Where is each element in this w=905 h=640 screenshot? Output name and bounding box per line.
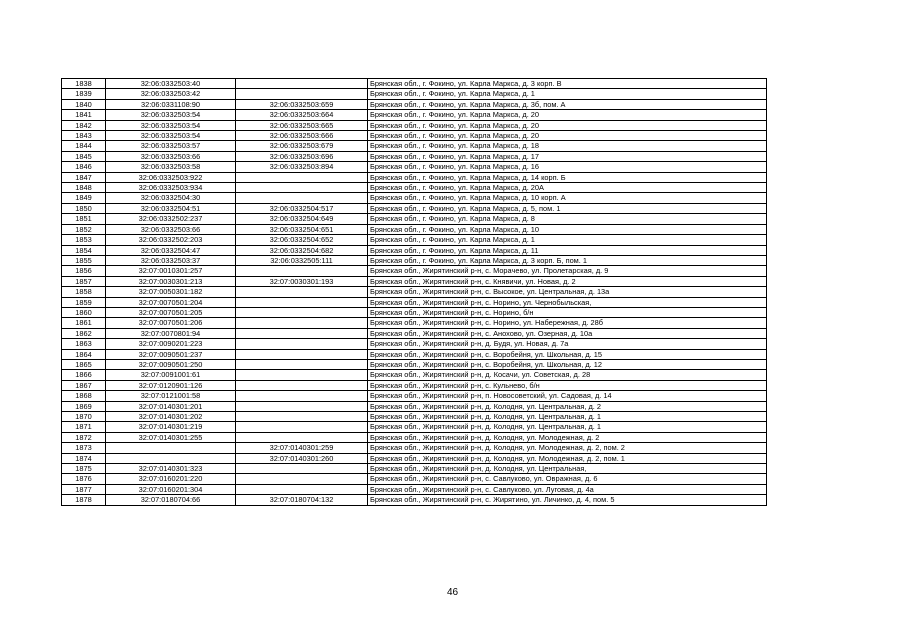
row-number-cell: 1869 — [62, 401, 106, 411]
cadastral-number-cell: 32:07:0140301:219 — [106, 422, 236, 432]
row-number-cell: 1845 — [62, 151, 106, 161]
linked-cadastral-number-cell — [236, 172, 368, 182]
linked-cadastral-number-cell: 32:06:0332503:894 — [236, 162, 368, 172]
table-row — [62, 432, 767, 442]
row-number-cell: 1857 — [62, 276, 106, 286]
row-number-cell: 1850 — [62, 203, 106, 213]
table-row — [62, 276, 767, 286]
table-row — [62, 183, 767, 193]
linked-cadastral-number-cell — [236, 370, 368, 380]
address-cell: Брянская обл., Жирятинский р-н, п. Новосоветский, ул. Садовая, д. 14 — [368, 391, 767, 401]
address-cell: Брянская обл., Жирятинский р-н, д. Колодня, ул. Молодежная, д. 2, пом. 2 — [368, 443, 767, 453]
table-row — [62, 380, 767, 390]
table-row — [62, 255, 767, 265]
cadastral-number-cell: 32:07:0070501:204 — [106, 297, 236, 307]
table-row — [62, 412, 767, 422]
cadastral-number-cell: 32:06:0332503:922 — [106, 172, 236, 182]
row-number-cell: 1853 — [62, 235, 106, 245]
linked-cadastral-number-cell — [236, 422, 368, 432]
address-cell: Брянская обл., Жирятинский р-н, д. Косачи, ул. Советская, д. 28 — [368, 370, 767, 380]
table-row — [62, 349, 767, 359]
linked-cadastral-number-cell: 32:06:0332505:111 — [236, 255, 368, 265]
row-number-cell: 1856 — [62, 266, 106, 276]
linked-cadastral-number-cell: 32:07:0030301:193 — [236, 276, 368, 286]
cadastral-number-cell: 32:07:0090201:223 — [106, 339, 236, 349]
row-number-cell: 1859 — [62, 297, 106, 307]
row-number-cell: 1855 — [62, 255, 106, 265]
linked-cadastral-number-cell — [236, 307, 368, 317]
linked-cadastral-number-cell — [236, 193, 368, 203]
cadastral-number-cell: 32:06:0332503:54 — [106, 120, 236, 130]
address-cell: Брянская обл., г. Фокино, ул. Карла Маркса, д. 3 корп. В — [368, 79, 767, 89]
table-row — [62, 266, 767, 276]
registry-table — [61, 78, 767, 506]
row-number-cell: 1861 — [62, 318, 106, 328]
row-number-cell: 1867 — [62, 380, 106, 390]
address-cell: Брянская обл., Жирятинский р-н, с. Кульнево, б/н — [368, 380, 767, 390]
cadastral-number-cell: 32:07:0030301:213 — [106, 276, 236, 286]
cadastral-number-cell: 32:06:0332503:37 — [106, 255, 236, 265]
cadastral-number-cell: 32:06:0332502:203 — [106, 235, 236, 245]
linked-cadastral-number-cell — [236, 79, 368, 89]
address-cell: Брянская обл., г. Фокино, ул. Карла Маркса, д. 1 — [368, 235, 767, 245]
cadastral-number-cell: 32:06:0332503:58 — [106, 162, 236, 172]
linked-cadastral-number-cell: 32:07:0140301:259 — [236, 443, 368, 453]
address-cell: Брянская обл., Жирятинский р-н, с. Жирятино, ул. Личинко, д. 4, пом. 5 — [368, 495, 767, 505]
cadastral-number-cell: 32:06:0332503:66 — [106, 151, 236, 161]
cadastral-number-cell: 32:07:0090501:237 — [106, 349, 236, 359]
table-row — [62, 328, 767, 338]
cadastral-number-cell: 32:07:0050301:182 — [106, 287, 236, 297]
address-cell: Брянская обл., г. Фокино, ул. Карла Маркса, д. 20А — [368, 183, 767, 193]
linked-cadastral-number-cell — [236, 412, 368, 422]
table-row — [62, 297, 767, 307]
cadastral-number-cell: 32:07:0070501:205 — [106, 307, 236, 317]
linked-cadastral-number-cell — [236, 339, 368, 349]
linked-cadastral-number-cell — [236, 380, 368, 390]
table-row — [62, 141, 767, 151]
address-cell: Брянская обл., Жирятинский р-н, д. Колодня, ул. Молодежная, д. 2, пом. 1 — [368, 453, 767, 463]
table-row — [62, 99, 767, 109]
address-cell: Брянская обл., Жирятинский р-н, д. Колодня, ул. Центральная, д. 1 — [368, 422, 767, 432]
address-cell: Брянская обл., Жирятинский р-н, с. Анохово, ул. Озерная, д. 10а — [368, 328, 767, 338]
cadastral-number-cell: 32:07:0160201:220 — [106, 474, 236, 484]
row-number-cell: 1846 — [62, 162, 106, 172]
cadastral-number-cell: 32:06:0332504:47 — [106, 245, 236, 255]
linked-cadastral-number-cell: 32:06:0332503:679 — [236, 141, 368, 151]
table-row — [62, 235, 767, 245]
row-number-cell: 1864 — [62, 349, 106, 359]
address-cell: Брянская обл., г. Фокино, ул. Карла Маркса, д. 8 — [368, 214, 767, 224]
table-row — [62, 307, 767, 317]
table-row — [62, 151, 767, 161]
cadastral-number-cell — [106, 453, 236, 463]
row-number-cell: 1858 — [62, 287, 106, 297]
cadastral-number-cell: 32:06:0331108:90 — [106, 99, 236, 109]
address-cell: Брянская обл., Жирятинский р-н, с. Воробейня, ул. Школьная, д. 12 — [368, 359, 767, 369]
cadastral-number-cell: 32:07:0121001:58 — [106, 391, 236, 401]
linked-cadastral-number-cell: 32:06:0332504:652 — [236, 235, 368, 245]
table-row — [62, 214, 767, 224]
row-number-cell: 1843 — [62, 131, 106, 141]
linked-cadastral-number-cell — [236, 287, 368, 297]
table-row — [62, 443, 767, 453]
cadastral-number-cell: 32:07:0010301:257 — [106, 266, 236, 276]
cadastral-number-cell: 32:07:0070501:206 — [106, 318, 236, 328]
address-cell: Брянская обл., г. Фокино, ул. Карла Маркса, д. 5, пом. 1 — [368, 203, 767, 213]
linked-cadastral-number-cell: 32:06:0332503:659 — [236, 99, 368, 109]
cadastral-number-cell: 32:06:0332503:54 — [106, 110, 236, 120]
address-cell: Брянская обл., Жирятинский р-н, д. Колодня, ул. Центральная, — [368, 464, 767, 474]
linked-cadastral-number-cell — [236, 89, 368, 99]
address-cell: Брянская обл., Жирятинский р-н, с. Высокое, ул. Центральная, д. 13а — [368, 287, 767, 297]
cadastral-number-cell: 32:07:0140301:202 — [106, 412, 236, 422]
row-number-cell: 1849 — [62, 193, 106, 203]
linked-cadastral-number-cell: 32:06:0332504:517 — [236, 203, 368, 213]
row-number-cell: 1848 — [62, 183, 106, 193]
linked-cadastral-number-cell — [236, 464, 368, 474]
row-number-cell: 1878 — [62, 495, 106, 505]
table-row — [62, 193, 767, 203]
row-number-cell: 1844 — [62, 141, 106, 151]
row-number-cell: 1872 — [62, 432, 106, 442]
linked-cadastral-number-cell — [236, 183, 368, 193]
linked-cadastral-number-cell — [236, 391, 368, 401]
cadastral-number-cell: 32:06:0332502:237 — [106, 214, 236, 224]
table-row — [62, 318, 767, 328]
registry-table-body — [62, 79, 767, 506]
linked-cadastral-number-cell — [236, 474, 368, 484]
row-number-cell: 1877 — [62, 484, 106, 494]
cadastral-number-cell: 32:06:0332504:51 — [106, 203, 236, 213]
address-cell: Брянская обл., Жирятинский р-н, с. Воробейня, ул. Школьная, д. 15 — [368, 349, 767, 359]
cadastral-number-cell: 32:06:0332503:934 — [106, 183, 236, 193]
table-row — [62, 484, 767, 494]
address-cell: Брянская обл., г. Фокино, ул. Карла Маркса, д. 17 — [368, 151, 767, 161]
address-cell: Брянская обл., Жирятинский р-н, с. Савлуково, ул. Овражная, д. 6 — [368, 474, 767, 484]
linked-cadastral-number-cell: 32:06:0332503:664 — [236, 110, 368, 120]
cadastral-number-cell: 32:07:0160201:304 — [106, 484, 236, 494]
row-number-cell: 1865 — [62, 359, 106, 369]
cadastral-number-cell: 32:07:0090501:250 — [106, 359, 236, 369]
cadastral-number-cell — [106, 443, 236, 453]
cadastral-number-cell: 32:07:0070801:94 — [106, 328, 236, 338]
address-cell: Брянская обл., г. Фокино, ул. Карла Маркса, д. 20 — [368, 120, 767, 130]
linked-cadastral-number-cell — [236, 484, 368, 494]
row-number-cell: 1847 — [62, 172, 106, 182]
row-number-cell: 1838 — [62, 79, 106, 89]
address-cell: Брянская обл., г. Фокино, ул. Карла Маркса, д. 18 — [368, 141, 767, 151]
address-cell: Брянская обл., Жирятинский р-н, д. Колодня, ул. Центральная, д. 1 — [368, 412, 767, 422]
row-number-cell: 1873 — [62, 443, 106, 453]
address-cell: Брянская обл., Жирятинский р-н, д. Колодня, ул. Молодежная, д. 2 — [368, 432, 767, 442]
table-row — [62, 391, 767, 401]
address-cell: Брянская обл., г. Фокино, ул. Карла Маркса, д. 14 корп. Б — [368, 172, 767, 182]
table-row — [62, 120, 767, 130]
address-cell: Брянская обл., г. Фокино, ул. Карла Маркса, д. 1 — [368, 89, 767, 99]
address-cell: Брянская обл., г. Фокино, ул. Карла Маркса, д. 3б, пом. А — [368, 99, 767, 109]
linked-cadastral-number-cell: 32:07:0140301:260 — [236, 453, 368, 463]
table-row — [62, 401, 767, 411]
address-cell: Брянская обл., г. Фокино, ул. Карла Маркса, д. 10 — [368, 224, 767, 234]
row-number-cell: 1860 — [62, 307, 106, 317]
row-number-cell: 1871 — [62, 422, 106, 432]
row-number-cell: 1842 — [62, 120, 106, 130]
table-row — [62, 287, 767, 297]
cadastral-number-cell: 32:06:0332503:40 — [106, 79, 236, 89]
address-cell: Брянская обл., Жирятинский р-н, д. Колодня, ул. Центральная, д. 2 — [368, 401, 767, 411]
cadastral-number-cell: 32:06:0332503:42 — [106, 89, 236, 99]
cadastral-number-cell: 32:07:0120901:126 — [106, 380, 236, 390]
address-cell: Брянская обл., г. Фокино, ул. Карла Маркса, д. 3 корп. Б, пом. 1 — [368, 255, 767, 265]
table-row — [62, 79, 767, 89]
address-cell: Брянская обл., Жирятинский р-н, с. Норино, б/н — [368, 307, 767, 317]
table-row — [62, 245, 767, 255]
address-cell: Брянская обл., Жирятинский р-н, с. Савлуково, ул. Луговая, д. 4а — [368, 484, 767, 494]
cadastral-number-cell: 32:07:0140301:255 — [106, 432, 236, 442]
address-cell: Брянская обл., г. Фокино, ул. Карла Маркса, д. 10 корп. А — [368, 193, 767, 203]
row-number-cell: 1875 — [62, 464, 106, 474]
linked-cadastral-number-cell: 32:06:0332503:666 — [236, 131, 368, 141]
cadastral-number-cell: 32:06:0332503:54 — [106, 131, 236, 141]
table-row — [62, 495, 767, 505]
row-number-cell: 1840 — [62, 99, 106, 109]
linked-cadastral-number-cell: 32:06:0332504:651 — [236, 224, 368, 234]
table-row — [62, 453, 767, 463]
address-cell: Брянская обл., Жирятинский р-н, с. Морачево, ул. Пролетарская, д. 9 — [368, 266, 767, 276]
row-number-cell: 1854 — [62, 245, 106, 255]
linked-cadastral-number-cell — [236, 266, 368, 276]
row-number-cell: 1870 — [62, 412, 106, 422]
linked-cadastral-number-cell: 32:06:0332503:696 — [236, 151, 368, 161]
address-cell: Брянская обл., Жирятинский р-н, д. Будя, ул. Новая, д. 7а — [368, 339, 767, 349]
linked-cadastral-number-cell — [236, 401, 368, 411]
row-number-cell: 1862 — [62, 328, 106, 338]
row-number-cell: 1874 — [62, 453, 106, 463]
table-row — [62, 162, 767, 172]
page-number: 46 — [446, 587, 459, 598]
cadastral-number-cell: 32:06:0332503:66 — [106, 224, 236, 234]
row-number-cell: 1851 — [62, 214, 106, 224]
linked-cadastral-number-cell: 32:06:0332503:665 — [236, 120, 368, 130]
address-cell: Брянская обл., Жирятинский р-н, с. Княвичи, ул. Новая, д. 2 — [368, 276, 767, 286]
linked-cadastral-number-cell — [236, 318, 368, 328]
linked-cadastral-number-cell: 32:06:0332504:649 — [236, 214, 368, 224]
linked-cadastral-number-cell — [236, 432, 368, 442]
address-cell: Брянская обл., Жирятинский р-н, с. Норино, ул. Чернобыльская, — [368, 297, 767, 307]
linked-cadastral-number-cell — [236, 349, 368, 359]
table-row — [62, 131, 767, 141]
table-row — [62, 474, 767, 484]
cadastral-number-cell: 32:06:0332503:57 — [106, 141, 236, 151]
address-cell: Брянская обл., Жирятинский р-н, с. Норино, ул. Набережная, д. 28б — [368, 318, 767, 328]
row-number-cell: 1866 — [62, 370, 106, 380]
table-row — [62, 422, 767, 432]
table-row — [62, 464, 767, 474]
row-number-cell: 1839 — [62, 89, 106, 99]
linked-cadastral-number-cell — [236, 297, 368, 307]
address-cell: Брянская обл., г. Фокино, ул. Карла Маркса, д. 16 — [368, 162, 767, 172]
linked-cadastral-number-cell — [236, 328, 368, 338]
table-row — [62, 110, 767, 120]
cadastral-number-cell: 32:07:0091001:61 — [106, 370, 236, 380]
address-cell: Брянская обл., г. Фокино, ул. Карла Маркса, д. 20 — [368, 110, 767, 120]
cadastral-number-cell: 32:07:0140301:201 — [106, 401, 236, 411]
row-number-cell: 1868 — [62, 391, 106, 401]
cadastral-number-cell: 32:06:0332504:30 — [106, 193, 236, 203]
linked-cadastral-number-cell: 32:06:0332504:682 — [236, 245, 368, 255]
row-number-cell: 1863 — [62, 339, 106, 349]
cadastral-number-cell: 32:07:0140301:323 — [106, 464, 236, 474]
table-row — [62, 359, 767, 369]
linked-cadastral-number-cell: 32:07:0180704:132 — [236, 495, 368, 505]
table-row — [62, 339, 767, 349]
row-number-cell: 1876 — [62, 474, 106, 484]
row-number-cell: 1852 — [62, 224, 106, 234]
table-row — [62, 224, 767, 234]
table-row — [62, 89, 767, 99]
row-number-cell: 1841 — [62, 110, 106, 120]
table-row — [62, 172, 767, 182]
address-cell: Брянская обл., г. Фокино, ул. Карла Маркса, д. 11 — [368, 245, 767, 255]
address-cell: Брянская обл., г. Фокино, ул. Карла Маркса, д. 20 — [368, 131, 767, 141]
linked-cadastral-number-cell — [236, 359, 368, 369]
table-row — [62, 203, 767, 213]
table-row — [62, 370, 767, 380]
cadastral-number-cell: 32:07:0180704:66 — [106, 495, 236, 505]
